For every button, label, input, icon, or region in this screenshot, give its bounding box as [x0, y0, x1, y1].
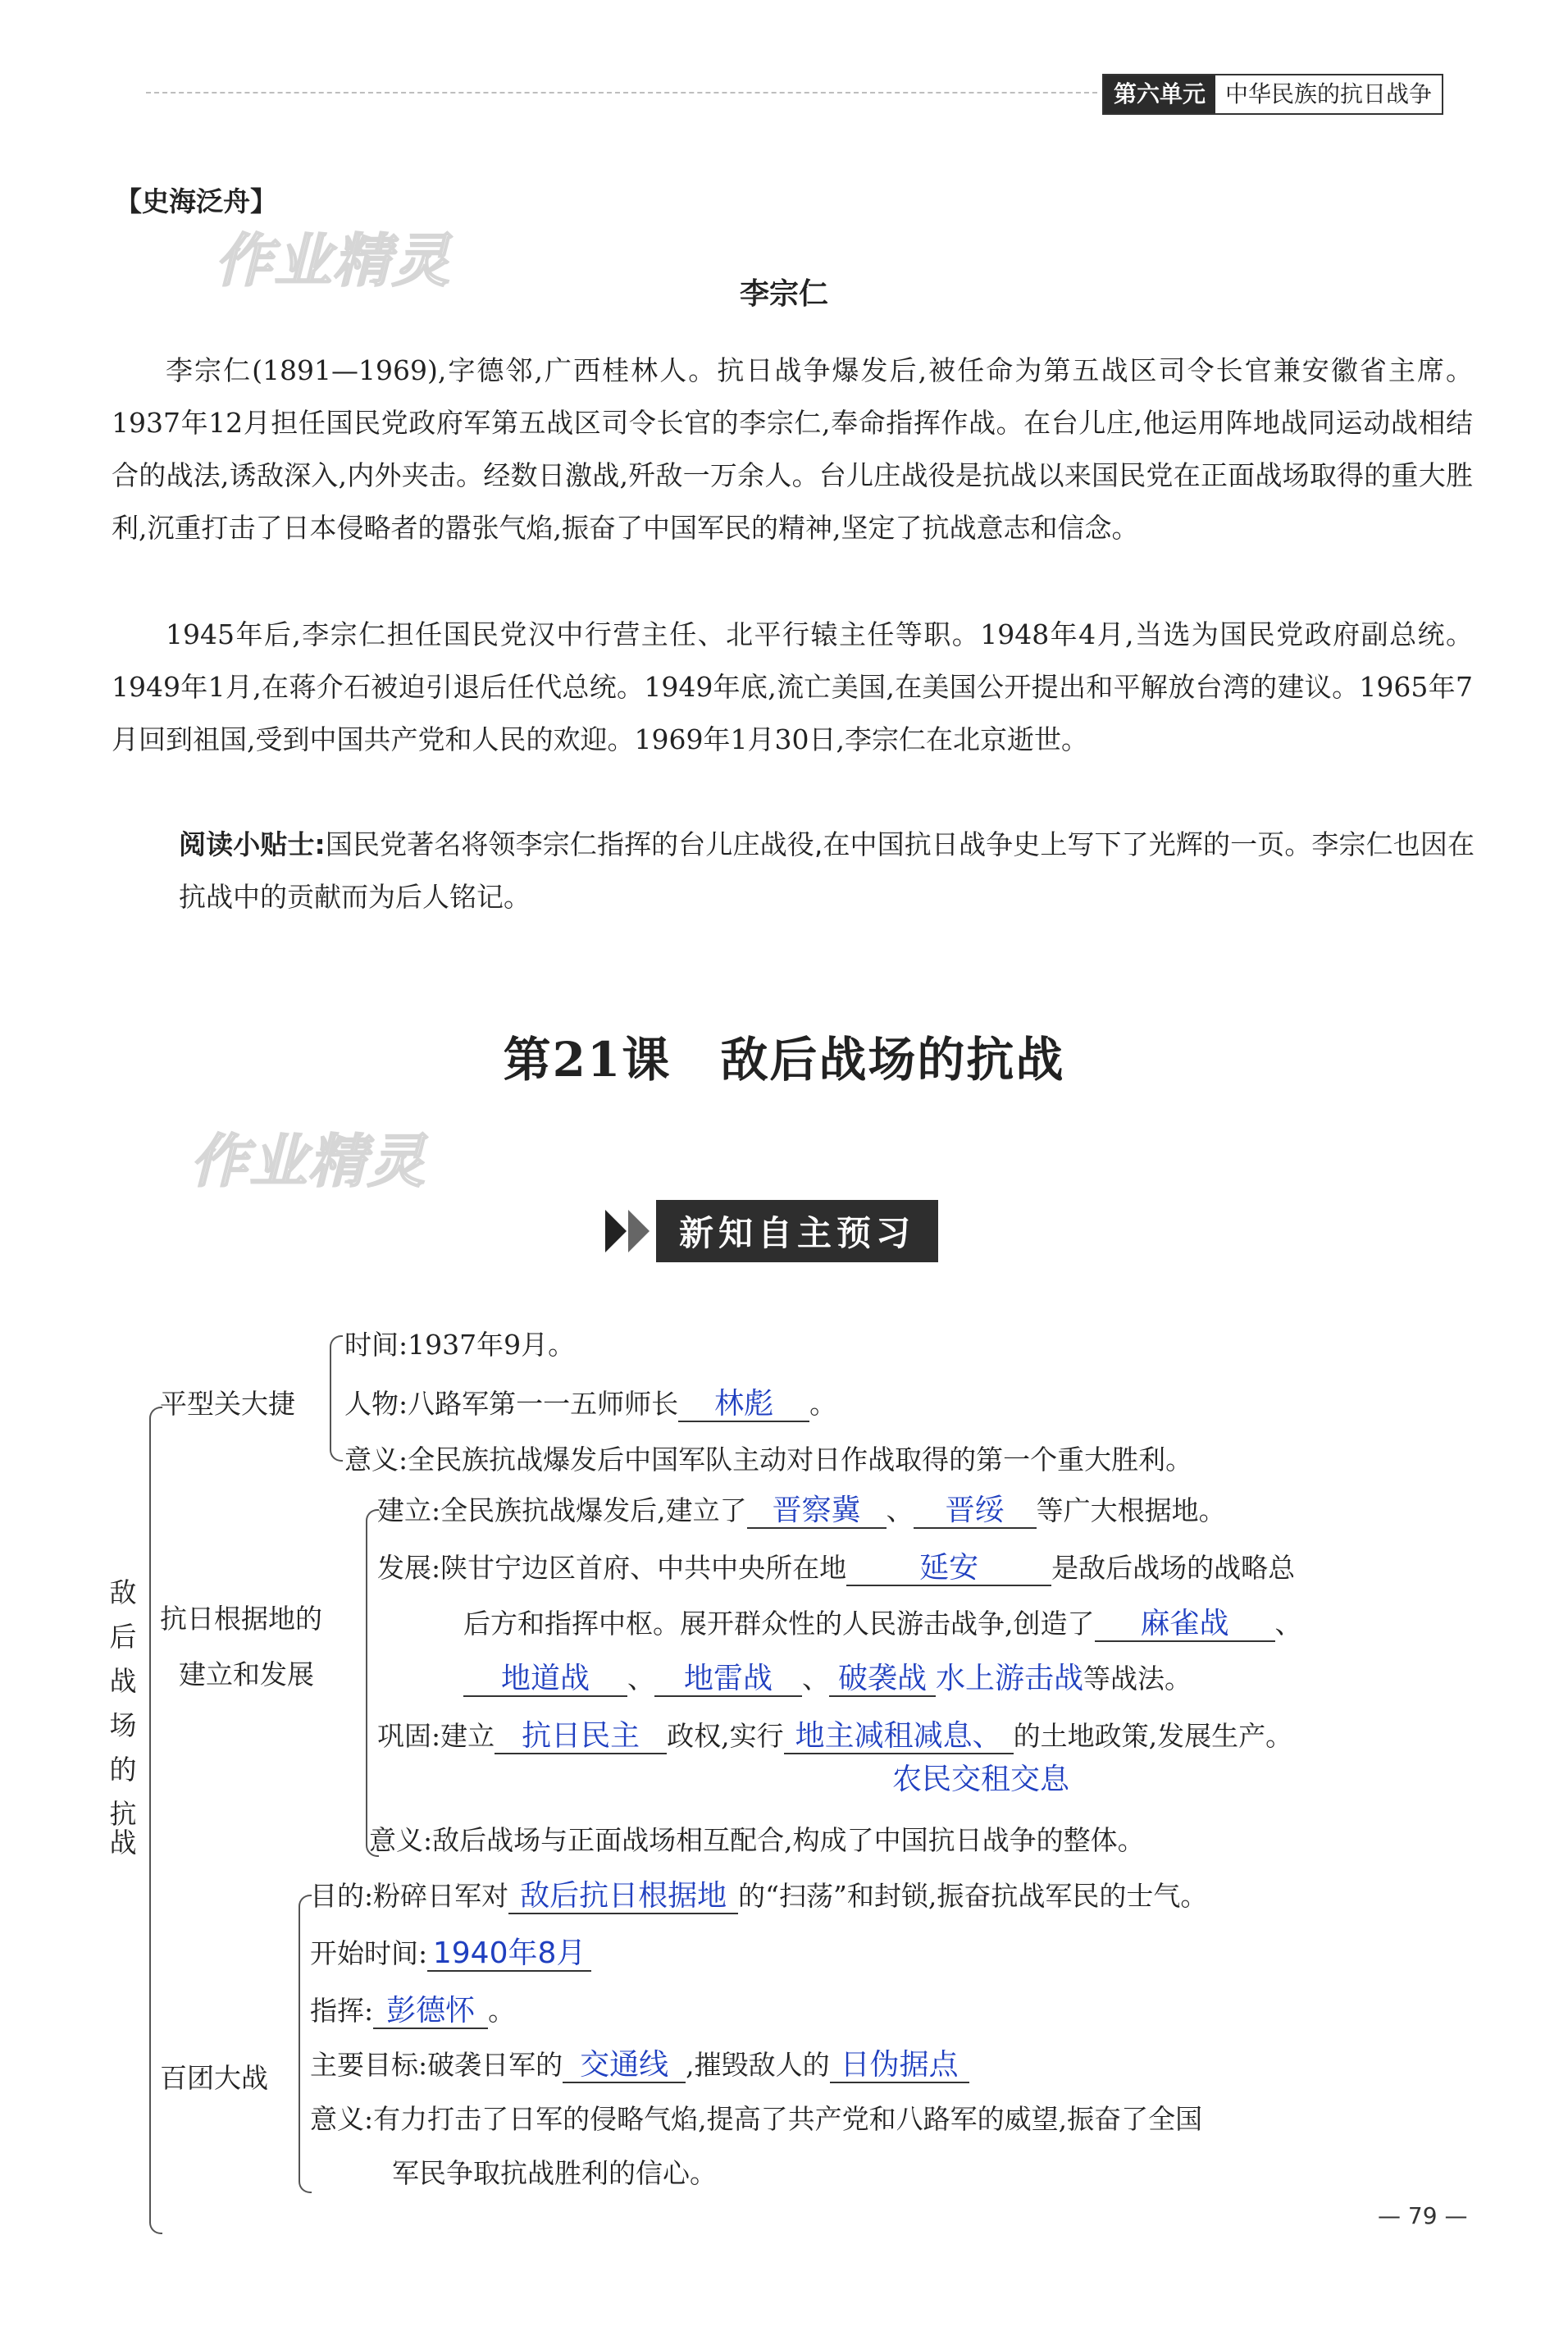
baituan-start: [310, 1936, 591, 1972]
answer-didao-zhan: 地道战: [463, 1663, 627, 1697]
baituan-target-mid: ,摧毁敌人的: [686, 2049, 830, 2081]
base-establish-suffix: 等广大根据地。: [1036, 1494, 1226, 1526]
pingxing-person-suffix: 。: [809, 1388, 837, 1420]
base-develop: [377, 1550, 1295, 1586]
preview-banner: [605, 1202, 938, 1261]
page-number: — 79 —: [1378, 2202, 1468, 2229]
watermark-top: 作业精灵: [215, 227, 451, 294]
answer-1940-aug: 1940年8月: [427, 1937, 591, 1972]
unit-label: 第六单元: [1104, 75, 1215, 113]
base-label-line1: 抗日根据地的: [160, 1603, 322, 1635]
unit-header: [1102, 74, 1443, 115]
unit-theme: 中华民族的抗日战争: [1215, 75, 1442, 113]
base-consolidate-mid: 政权,实行: [667, 1720, 784, 1752]
baituan-goal: [310, 1878, 1207, 1914]
baituan-target-prefix: 主要目标:破袭日军的: [310, 2049, 563, 2081]
pingxing-meaning: 意义:全民族抗战爆发后中国军队主动对日作战取得的第一个重大胜利。: [344, 1444, 1193, 1476]
baituan-label: 百团大战: [160, 2062, 268, 2094]
base-meaning: 意义:敌后战场与正面战场相互配合,构成了中国抗日战争的整体。: [369, 1824, 1145, 1856]
root-char: 的: [109, 1754, 137, 1786]
answer-jin-cha-ji: 晋察冀: [747, 1494, 887, 1529]
root-char: 敌: [109, 1576, 137, 1608]
answer-poxi-zhan: 破袭战: [829, 1663, 936, 1697]
answer-riwei-judian: 日伪据点: [830, 2049, 969, 2083]
bio-paragraph-2: 1945年后,李宗仁担任国民党汉中行营主任、北平行辕主任等职。1948年4月,当选为国民党政府副总统。1949年1月,在蒋介石被迫引退后任代总统。1949年底,流亡美国,在美国公开提出和平解放台湾的建议。1965年7月回到祖国,受到中国共产党和人民的欢迎。1969年1月30日,李宗仁在北京逝世。: [112, 618, 1473, 755]
root-char: 后: [109, 1621, 137, 1653]
base-consolidate-prefix: 巩固:建立: [377, 1720, 495, 1752]
page-number-value: 79: [1407, 2202, 1438, 2229]
tree-root-label: [107, 1571, 139, 1836]
baituan-target: [310, 2047, 969, 2083]
answer-kangri-minzhu: 抗日民主: [495, 1720, 667, 1754]
base-develop-line2-text: 后方和指挥中枢。展开群众性的人民游击战争,创造了: [463, 1608, 1095, 1640]
base-develop-sep: 、: [1274, 1608, 1302, 1640]
root-char: 战: [109, 1665, 137, 1697]
pingxing-time: 时间:1937年9月。: [344, 1329, 576, 1361]
reading-tip: [179, 819, 1475, 924]
answer-jianzu-jianxi: 地主减租减息、: [784, 1720, 1014, 1754]
base-consolidate-suffix: 的土地政策,发展生产。: [1013, 1720, 1293, 1752]
header-divider: [146, 92, 1097, 94]
pingxing-brace: [330, 1335, 343, 1462]
baituan-command-prefix: 指挥:: [310, 1995, 374, 2027]
baituan-start-prefix: 开始时间:: [310, 1937, 428, 1969]
base-develop-line2: [463, 1606, 1302, 1642]
root-char: 抗: [109, 1798, 137, 1830]
baituan-meaning-line2: 军民争取抗战胜利的信心。: [392, 2157, 717, 2189]
answer-shuishang-youji: 水上游击战: [936, 1662, 1084, 1695]
answer-jiaotong-xian: 交通线: [563, 2049, 686, 2083]
answer-dilei-zhan: 地雷战: [654, 1663, 802, 1697]
reading-tip-text: 国民党著名将领李宗仁指挥的台儿庄战役,在中国抗日战争史上写下了光辉的一页。李宗仁也因在抗战中的贡献而为后人铭记。: [179, 828, 1475, 913]
reading-tip-label: 阅读小贴士:: [179, 828, 326, 860]
baituan-command: [310, 1993, 515, 2029]
tactic-sep: 、: [802, 1663, 829, 1695]
answer-dihou-genjudi: 敌后抗日根据地: [508, 1880, 738, 1914]
baituan-goal-suffix: 的“扫荡”和封锁,振奋抗战军民的士气。: [738, 1880, 1208, 1912]
answer-peng-dehuai: 彭德怀: [373, 1995, 488, 2029]
pingxing-person-prefix: 人物:八路军第一一五师师长: [344, 1388, 679, 1420]
baituan-goal-prefix: 目的:粉碎日军对: [310, 1880, 509, 1912]
banner-label: 新知自主预习: [656, 1200, 938, 1262]
root-brace: [149, 1407, 162, 2234]
answer-jiaozu-jiaoxi: 农民交租交息: [892, 1763, 1070, 1796]
base-develop-suffix: 是敌后战场的战略总: [1051, 1552, 1296, 1584]
pingxing-person: [344, 1386, 836, 1422]
base-label-line2: 建立和发展: [179, 1658, 314, 1690]
answer-lin-biao: 林彪: [678, 1388, 809, 1422]
chevron-icon: [605, 1210, 627, 1252]
base-develop-prefix: 发展:陕甘宁边区首府、中共中央所在地: [377, 1552, 847, 1584]
answer-yanan: 延安: [846, 1552, 1051, 1586]
pingxing-label: 平型关大捷: [160, 1388, 295, 1420]
baituan-meaning-line1: 意义:有力打击了日军的侵略气焰,提高了共产党和八路军的威望,振奋了全国: [310, 2103, 1203, 2135]
base-establish-sep: 、: [886, 1494, 914, 1526]
lesson-title: 第21课 敌后战场的抗战: [503, 1032, 1065, 1088]
base-tactics: [463, 1661, 1192, 1697]
tactic-suffix: 等战法。: [1083, 1663, 1192, 1695]
watermark-middle: 作业精灵: [190, 1128, 426, 1195]
baituan-command-suffix: 。: [488, 1995, 516, 2027]
section-tag: 【史海泛舟】: [115, 185, 277, 217]
bio-title: 李宗仁: [739, 277, 828, 311]
tactic-sep: 、: [627, 1663, 654, 1695]
root-char: 场: [109, 1709, 137, 1741]
base-consolidate: [377, 1718, 1292, 1754]
answer-maque-zhan: 麻雀战: [1095, 1608, 1275, 1642]
chevron-icon: [628, 1210, 650, 1252]
answer-jin-sui: 晋绥: [914, 1494, 1037, 1529]
base-establish: [377, 1493, 1226, 1529]
bio-paragraph-1: 李宗仁(1891—1969),字德邻,广西桂林人。抗日战争爆发后,被任命为第五战区司令长官兼安徽省主席。1937年12月担任国民党政府军第五战区司令长官的李宗仁,奉命指挥作战。在台儿庄,他运用阵地战同运动战相结合的战法,诱敌深入,内外夹击。经数日激战,歼敌一万余人。台儿庄战役是抗战以来国民党在正面战场取得的重大胜利,沉重打击了日本侵略者的嚣张气焰,振奋了中国军民的精神,坚定了抗战意志和信念。: [112, 354, 1473, 544]
root-char: 战: [109, 1827, 137, 1859]
base-establish-prefix: 建立:全民族抗战爆发后,建立了: [377, 1494, 747, 1526]
